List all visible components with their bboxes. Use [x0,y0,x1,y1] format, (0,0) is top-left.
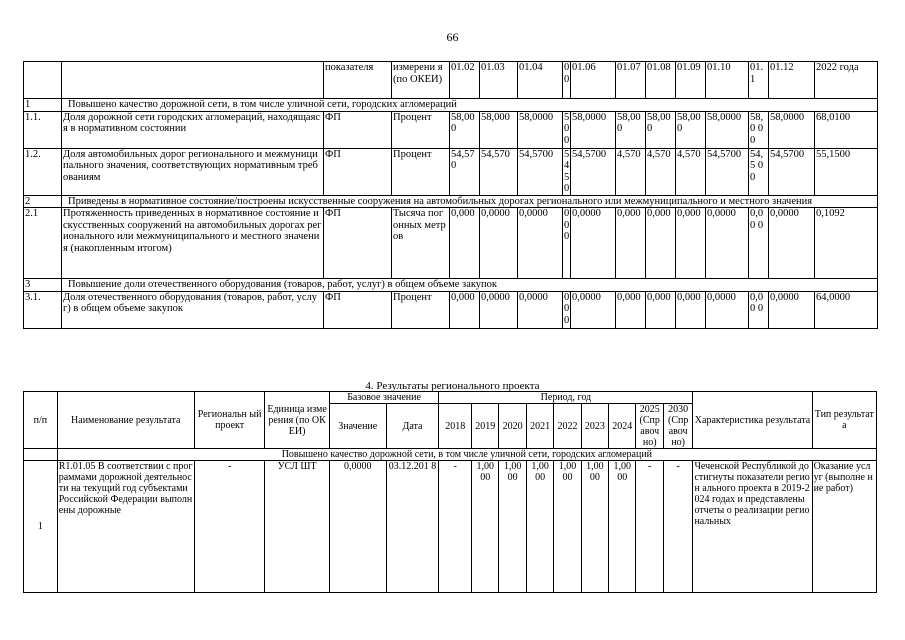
indicator-value: 54,5 00 [749,148,769,195]
indicator-unit: Процент [392,111,450,148]
indicator-value: 0,0000 [706,291,749,328]
indicator-value: 58,00 0 [676,111,706,148]
indicator-value: 0,0000 [480,291,518,328]
result-year-value: 1,00 00 [554,461,581,593]
results-section-title: Повышено качество дорожной сети, в том числе уличной сети, городских агломераций [57,449,876,461]
year-header: 2022 [554,404,581,449]
indicator-value: 54,570 [480,148,518,195]
indicator-value: 4,570 [676,148,706,195]
result-year-value: 1,00 00 [499,461,526,593]
result-characteristic: Чеченской Республикой достигнуты показатели регион ального проекта в 2019-2024 годах и представлены отчеты о реализации региональных [693,461,812,593]
header-cell-1 [62,62,324,99]
indicator-value: 64,0000 [815,291,878,328]
indicator-value: 0,0000 [480,208,518,279]
header-num: п/п [24,392,58,449]
indicator-value: 0 0 0 [563,208,571,279]
header-cell-5: 01.03 [480,62,518,99]
indicator-value: 0,0000 [571,291,616,328]
result-num: 1 [24,461,58,593]
year-header: 2024 [609,404,636,449]
section-title: Приведены в нормативное состояние/построены искусственные сооружения на автомобильных дорогах регионального или межмуниципального и местного значения [62,195,878,208]
indicator-value: 5 0 0 [563,111,571,148]
indicator-num: 3.1. [24,291,62,328]
section-num: 1 [24,99,62,112]
indicator-value: 0,00 0 [749,208,769,279]
year-header: 2019 [472,404,499,449]
indicator-row [24,111,878,148]
indicator-value: 0,0000 [706,208,749,279]
section-blank [24,449,58,461]
header-cell-12: 01.10 [706,62,749,99]
indicator-value: 0,0000 [518,291,563,328]
indicator-type: ФП [324,208,392,279]
indicator-value: 0,1092 [815,208,878,279]
header-date: Дата [386,404,439,449]
year-header: 2025 (Спр авоч но) [636,404,663,449]
indicator-value: 0,000 [450,291,480,328]
indicator-value: 0,000 [676,208,706,279]
result-type: Оказание услуг (выполне ние работ) [812,461,876,593]
header-unit: Единица измерения (по ОКЕИ) [265,392,329,449]
section-row [24,279,878,292]
section-num: 3 [24,279,62,292]
indicator-type: ФП [324,111,392,148]
indicator-value: 58,00 0 [450,111,480,148]
result-unit: УСЛ ШТ [265,461,329,593]
indicator-value: 0,0000 [518,208,563,279]
year-header: 2020 [499,404,526,449]
indicator-value: 58,0000 [518,111,563,148]
year-header: 2030 (Спр авоч но) [663,404,693,449]
header-cell-14: 01.12 [769,62,815,99]
indicator-row [24,291,878,328]
indicator-unit: Процент [392,291,450,328]
header-name: Наименование результата [57,392,194,449]
indicator-value: 4,570 [616,148,646,195]
indicator-value: 58,000 [480,111,518,148]
indicator-value: 0,000 [646,291,676,328]
header-base: Базовое значение [329,392,439,404]
header-cell-4: 01.02 [450,62,480,99]
header-cell-2: показателя [324,62,392,99]
result-value: 0,0000 [329,461,386,593]
header-regional: Региональн ый проект [194,392,265,449]
indicator-row [24,208,878,279]
result-year-value: 1,00 00 [609,461,636,593]
indicator-value: 0,000 [646,208,676,279]
result-year-value: - [439,461,472,593]
header-cell-0 [24,62,62,99]
header-cell-11: 01.09 [676,62,706,99]
section-row [24,99,878,112]
indicator-type: ФП [324,148,392,195]
indicator-value: 54,5700 [518,148,563,195]
header-cell-8: 01.06 [571,62,616,99]
result-year-value: 1,00 00 [526,461,553,593]
indicator-value: 54,5700 [706,148,749,195]
indicator-value: 0 0 0 [563,291,571,328]
indicator-name: Протяженность приведенных в нормативное состояние искусственных сооружений на автомобильных дорогах регионального или межмуниципального и местного значения (накопленным итогом) [62,208,324,279]
indicator-value: 68,0100 [815,111,878,148]
result-year-value: - [663,461,693,593]
indicator-name: Доля автомобильных дорог регионального и межмуниципального значения, соответствующих нормативным требованиям [62,148,324,195]
result-regional: - [194,461,265,593]
header-cell-9: 01.07 [616,62,646,99]
section-num: 2 [24,195,62,208]
results-table [23,391,877,593]
indicator-value: 0,000 [450,208,480,279]
year-header: 2021 [526,404,553,449]
indicator-value: 0,0000 [769,208,815,279]
indicator-unit: Тысяча погонных метров [392,208,450,279]
header-cell-6: 01.04 [518,62,563,99]
indicator-unit: Процент [392,148,450,195]
result-date: 03.12.201 8 [386,461,439,593]
indicator-value: 58,0 00 [749,111,769,148]
indicator-value: 58,0000 [571,111,616,148]
indicator-num: 1.1. [24,111,62,148]
indicator-value: 4,570 [646,148,676,195]
result-year-value: - [636,461,663,593]
indicator-value: 0,000 [616,291,646,328]
indicator-value: 58,0000 [769,111,815,148]
indicator-value: 54,5700 [769,148,815,195]
indicator-value: 55,1500 [815,148,878,195]
indicator-row [24,148,878,195]
indicator-value: 0,00 0 [749,291,769,328]
indicator-value: 54,5700 [571,148,616,195]
indicator-value: 0,0000 [571,208,616,279]
results-section-row [24,449,877,461]
indicator-num: 2.1 [24,208,62,279]
indicator-num: 1.2. [24,148,62,195]
section-caption: 4. Результаты регионального проекта [365,380,540,392]
results-header-row-1 [24,392,877,404]
indicator-type: ФП [324,291,392,328]
indicator-name: Доля отечественного оборудования (товаров, работ, услуг) в общем объеме закупок [62,291,324,328]
header-characteristic: Характеристика результата [693,392,812,449]
header-cell-13: 01.1 [749,62,769,99]
header-value: Значение [329,404,386,449]
indicator-value: 58,00 0 [646,111,676,148]
indicator-value: 0,0000 [769,291,815,328]
year-header: 2018 [439,404,472,449]
page-number: 66 [446,30,459,44]
result-year-value: 1,00 00 [472,461,499,593]
results-data-row [24,461,877,593]
result-name: R1.01.05 В соответствии с программами дорожной деятельности на текущий год субъектами Российской Федерации выполнены дорожные [57,461,194,593]
section-title: Повышение доли отечественного оборудования (товаров, работ, услуг) в общем объеме закупок [62,279,878,292]
indicator-value: 58,0000 [706,111,749,148]
header-cell-10: 01.08 [646,62,676,99]
indicators-table [23,61,878,329]
result-year-value: 1,00 00 [581,461,608,593]
indicator-value: 0,000 [676,291,706,328]
header-cell-3: измерени я (по ОКЕИ) [392,62,450,99]
section-title: Повышено качество дорожной сети, в том числе уличной сети, городских агломераций [62,99,878,112]
header-cell-15: 2022 года [815,62,878,99]
header-cell-7: 0 0 [563,62,571,99]
indicator-value: 58,00 0 [616,111,646,148]
indicator-value: 0,000 [616,208,646,279]
section-row [24,195,878,208]
year-header: 2023 [581,404,608,449]
indicator-name: Доля дорожной сети городских агломераций, находящаяся в нормативном состоянии [62,111,324,148]
header-type: Тип результата [812,392,876,449]
header-period: Период, год [439,392,693,404]
indicator-value: 54,57 0 [450,148,480,195]
indicators-header-row [24,62,878,99]
indicator-value: 5 4, 5 0 [564,148,572,194]
